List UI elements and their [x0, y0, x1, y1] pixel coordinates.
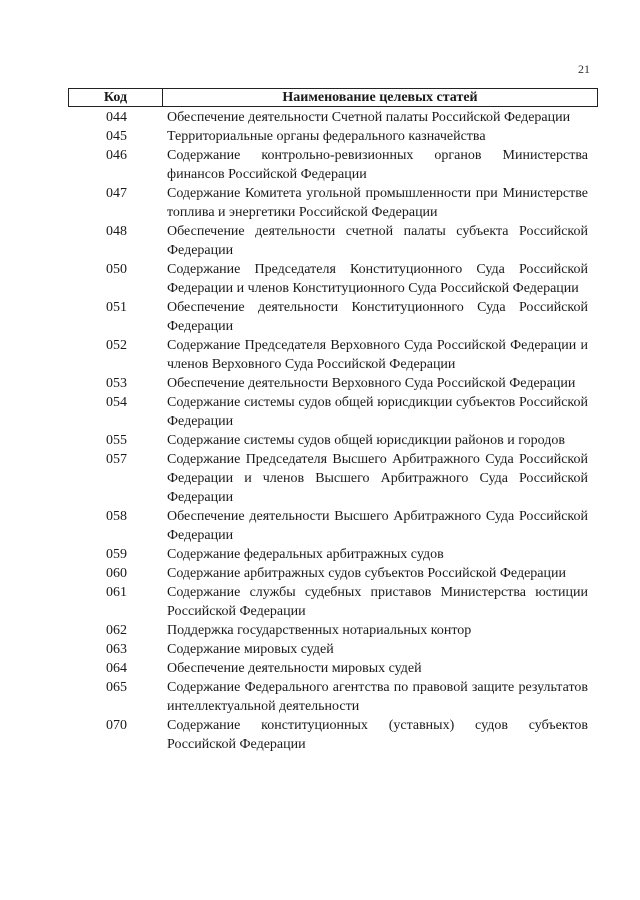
row-code: 053: [106, 376, 127, 391]
table-row: [68, 108, 598, 127]
page-number: 21: [578, 62, 590, 76]
table-row: [68, 678, 598, 716]
row-name: Содержание системы судов общей юрисдикции районов и городов: [167, 433, 565, 448]
table-row: [68, 298, 598, 336]
row-code: 045: [106, 129, 127, 144]
table-row: [68, 336, 598, 374]
table-row: [68, 659, 598, 678]
row-code: 048: [106, 224, 127, 239]
table-row: [68, 450, 598, 507]
row-code: 065: [106, 680, 127, 695]
table-row: [68, 716, 598, 754]
row-code: 052: [106, 338, 127, 353]
row-name: Содержание мировых судей: [167, 642, 334, 657]
row-code: 062: [106, 623, 127, 638]
row-code: 054: [106, 395, 127, 410]
row-name: Территориальные органы федерального казначейства: [167, 129, 486, 144]
row-name: Обеспечение деятельности Высшего Арбитражного Суда Российской Федерации: [167, 509, 588, 543]
table-row: [68, 222, 598, 260]
row-code: 046: [106, 148, 127, 163]
row-name: Обеспечение деятельности счетной палаты субъекта Российской Федерации: [167, 224, 588, 258]
row-name: Содержание службы судебных приставов Министерства юстиции Российской Федерации: [167, 585, 588, 619]
row-code: 058: [106, 509, 127, 524]
row-code: 055: [106, 433, 127, 448]
row-code: 061: [106, 585, 127, 600]
row-name: Содержание контрольно-ревизионных органов Министерства финансов Российской Федерации: [167, 148, 588, 182]
row-name: Содержание федеральных арбитражных судов: [167, 547, 444, 562]
row-code: 051: [106, 300, 127, 315]
table-header: [68, 88, 598, 107]
row-name: Содержание Комитета угольной промышленности при Министерстве топлива и энергетики Российской Федерации: [167, 186, 588, 220]
table-body: [68, 108, 598, 754]
table-row: [68, 374, 598, 393]
row-name: Обеспечение деятельности Конституционного Суда Российской Федерации: [167, 300, 588, 334]
table-row: [68, 583, 598, 621]
table-row: [68, 431, 598, 450]
row-code: 050: [106, 262, 127, 277]
header-name: Наименование целевых статей: [282, 90, 478, 105]
table-row: [68, 184, 598, 222]
table-row: [68, 393, 598, 431]
table-row: [68, 146, 598, 184]
table-row: [68, 545, 598, 564]
table-row: [68, 507, 598, 545]
table-row: [68, 621, 598, 640]
row-name: Поддержка государственных нотариальных контор: [167, 623, 472, 638]
row-name: Обеспечение деятельности мировых судей: [167, 661, 422, 676]
row-code: 063: [106, 642, 127, 657]
row-name: Содержание Председателя Высшего Арбитражного Суда Российской Федерации и членов Высшего Арбитражного Суда Российской Федерации: [167, 452, 588, 505]
table-row: [68, 127, 598, 146]
row-name: Содержание Председателя Верховного Суда Российской Федерации и членов Верховного Суда Российской Федерации: [167, 338, 588, 372]
table-row: [68, 564, 598, 583]
row-code: 057: [106, 452, 127, 467]
header-code: Код: [69, 89, 163, 106]
table-row: [68, 640, 598, 659]
target-articles-table: [68, 88, 598, 754]
row-code: 059: [106, 547, 127, 562]
row-code: 070: [106, 718, 127, 733]
row-code: 064: [106, 661, 127, 676]
row-code: 044: [106, 110, 127, 125]
row-code: 060: [106, 566, 127, 581]
row-name: Содержание Федерального агентства по правовой защите результатов интеллектуальной деятельности: [167, 680, 588, 714]
row-name: Обеспечение деятельности Счетной палаты Российской Федерации: [167, 110, 571, 125]
table-row: [68, 260, 598, 298]
row-name: Содержание системы судов общей юрисдикции субъектов Российской Федерации: [167, 395, 588, 429]
row-name: Содержание Председателя Конституционного Суда Российской Федерации и членов Конституционного Суда Российской Федерации: [167, 262, 588, 296]
row-code: 047: [106, 186, 127, 201]
row-name: Обеспечение деятельности Верховного Суда Российской Федерации: [167, 376, 576, 391]
row-name: Содержание конституционных (уставных) судов субъектов Российской Федерации: [167, 718, 588, 752]
row-name: Содержание арбитражных судов субъектов Российской Федерации: [167, 566, 566, 581]
